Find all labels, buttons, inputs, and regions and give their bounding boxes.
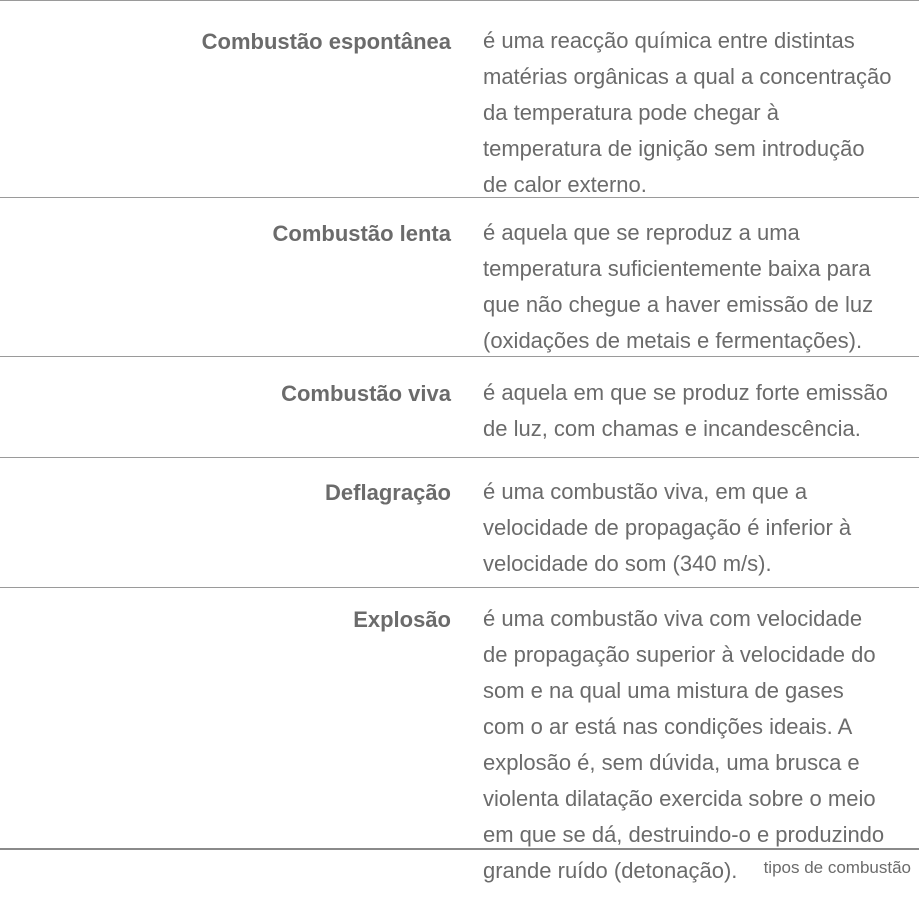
definition-row: [0, 0, 919, 198]
definition-text: é uma combustão viva com velocidade de propagação superior à velocidade do som e na qual uma mistura de gases com o ar está nas condições ideais. A explosão é, sem dúvida, uma brusca e violenta dilatação exercida sobre o meio em que se dá, destruindo-o e produzindo grande ruído (detonação).: [483, 606, 885, 883]
term-label: Combustão viva: [281, 381, 451, 406]
definition-text: é uma reacção química entre distintas matérias orgânicas a qual a concentração da temperatura pode chegar à temperatura de ignição sem introdução de calor externo.: [483, 28, 892, 197]
definition-row: [0, 356, 919, 458]
definition-text: é aquela em que se produz forte emissão de luz, com chamas e incandescência.: [483, 380, 888, 441]
table-bottom-divider: [0, 848, 919, 850]
definition-text: é uma combustão viva, em que a velocidade de propagação é inferior à velocidade do som (340 m/s).: [483, 479, 852, 576]
term-label: Combustão lenta: [272, 221, 451, 246]
term-label: Deflagração: [325, 480, 451, 505]
table-caption: tipos de combustão: [763, 858, 911, 877]
term-label: Combustão espontânea: [201, 29, 451, 54]
definition-row: [0, 457, 919, 588]
definition-text: é aquela que se reproduz a uma temperatura suficientemente baixa para que não chegue a haver emissão de luz (oxidações de metais e fermentações).: [483, 220, 874, 353]
definition-row: [0, 197, 919, 357]
term-label: Explosão: [353, 607, 451, 632]
